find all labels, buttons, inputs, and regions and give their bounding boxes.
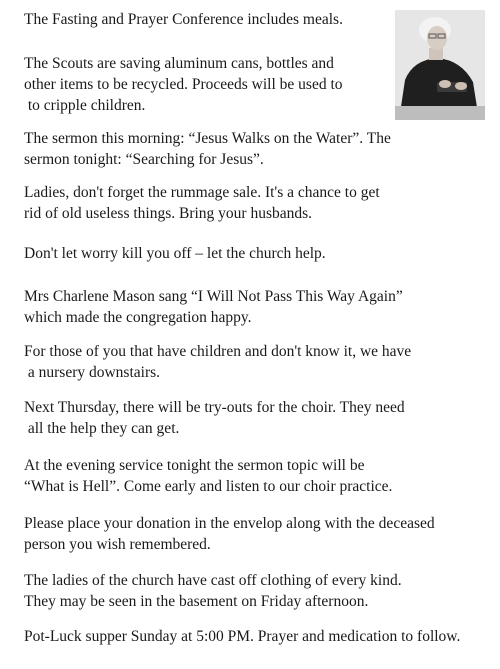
bulletin-item-fasting-conference: [24, 9, 343, 30]
line: all the help they can get.: [24, 420, 180, 437]
line: Don't let worry kill you off – let the church help.: [24, 245, 326, 262]
bulletin-item-potluck: [24, 626, 460, 647]
line: The Scouts are saving aluminum cans, bottles and: [24, 55, 334, 72]
line: sermon tonight: “Searching for Jesus”.: [24, 151, 264, 168]
line: At the evening service tonight the sermon topic will be: [24, 457, 365, 474]
line: a nursery downstairs.: [24, 364, 161, 381]
line: other items to be recycled. Proceeds will be used to: [24, 76, 343, 93]
bulletin-item-evening-service: [24, 455, 392, 497]
line: They may be seen in the basement on Friday afternoon.: [24, 593, 369, 610]
line: rid of old useless things. Bring your husbands.: [24, 205, 313, 222]
line: The Fasting and Prayer Conference includes meals.: [24, 11, 343, 28]
line: Next Thursday, there will be try-outs for the choir. They need: [24, 399, 405, 416]
bulletin-item-choir-tryouts: [24, 397, 405, 439]
line: Mrs Charlene Mason sang “I Will Not Pass This Way Again”: [24, 288, 403, 305]
bulletin-item-donation: [24, 513, 435, 555]
bulletin-item-solo-singer: [24, 286, 403, 328]
bulletin-item-rummage-sale: [24, 182, 380, 224]
elderly-woman-photo: [395, 10, 485, 120]
line: person you wish remembered.: [24, 536, 211, 553]
line: Pot-Luck supper Sunday at 5:00 PM. Prayer and medication to follow.: [24, 628, 461, 645]
bulletin-item-scouts-recycling: [24, 53, 343, 116]
line: The sermon this morning: “Jesus Walks on the Water”. The: [24, 130, 391, 147]
bulletin-item-nursery: [24, 341, 411, 383]
bulletin-item-sermons: [24, 128, 391, 170]
bulletin-item-clothing: [24, 570, 402, 612]
bulletin-item-worry: [24, 243, 326, 264]
line: For those of you that have children and don't know it, we have: [24, 343, 412, 360]
line: to cripple children.: [24, 97, 146, 114]
line: which made the congregation happy.: [24, 309, 252, 326]
line: Please place your donation in the envelop along with the deceased: [24, 515, 435, 532]
line: Ladies, don't forget the rummage sale. It's a chance to get: [24, 184, 380, 201]
line: The ladies of the church have cast off clothing of every kind.: [24, 572, 402, 589]
line: “What is Hell”. Come early and listen to our choir practice.: [24, 478, 393, 495]
